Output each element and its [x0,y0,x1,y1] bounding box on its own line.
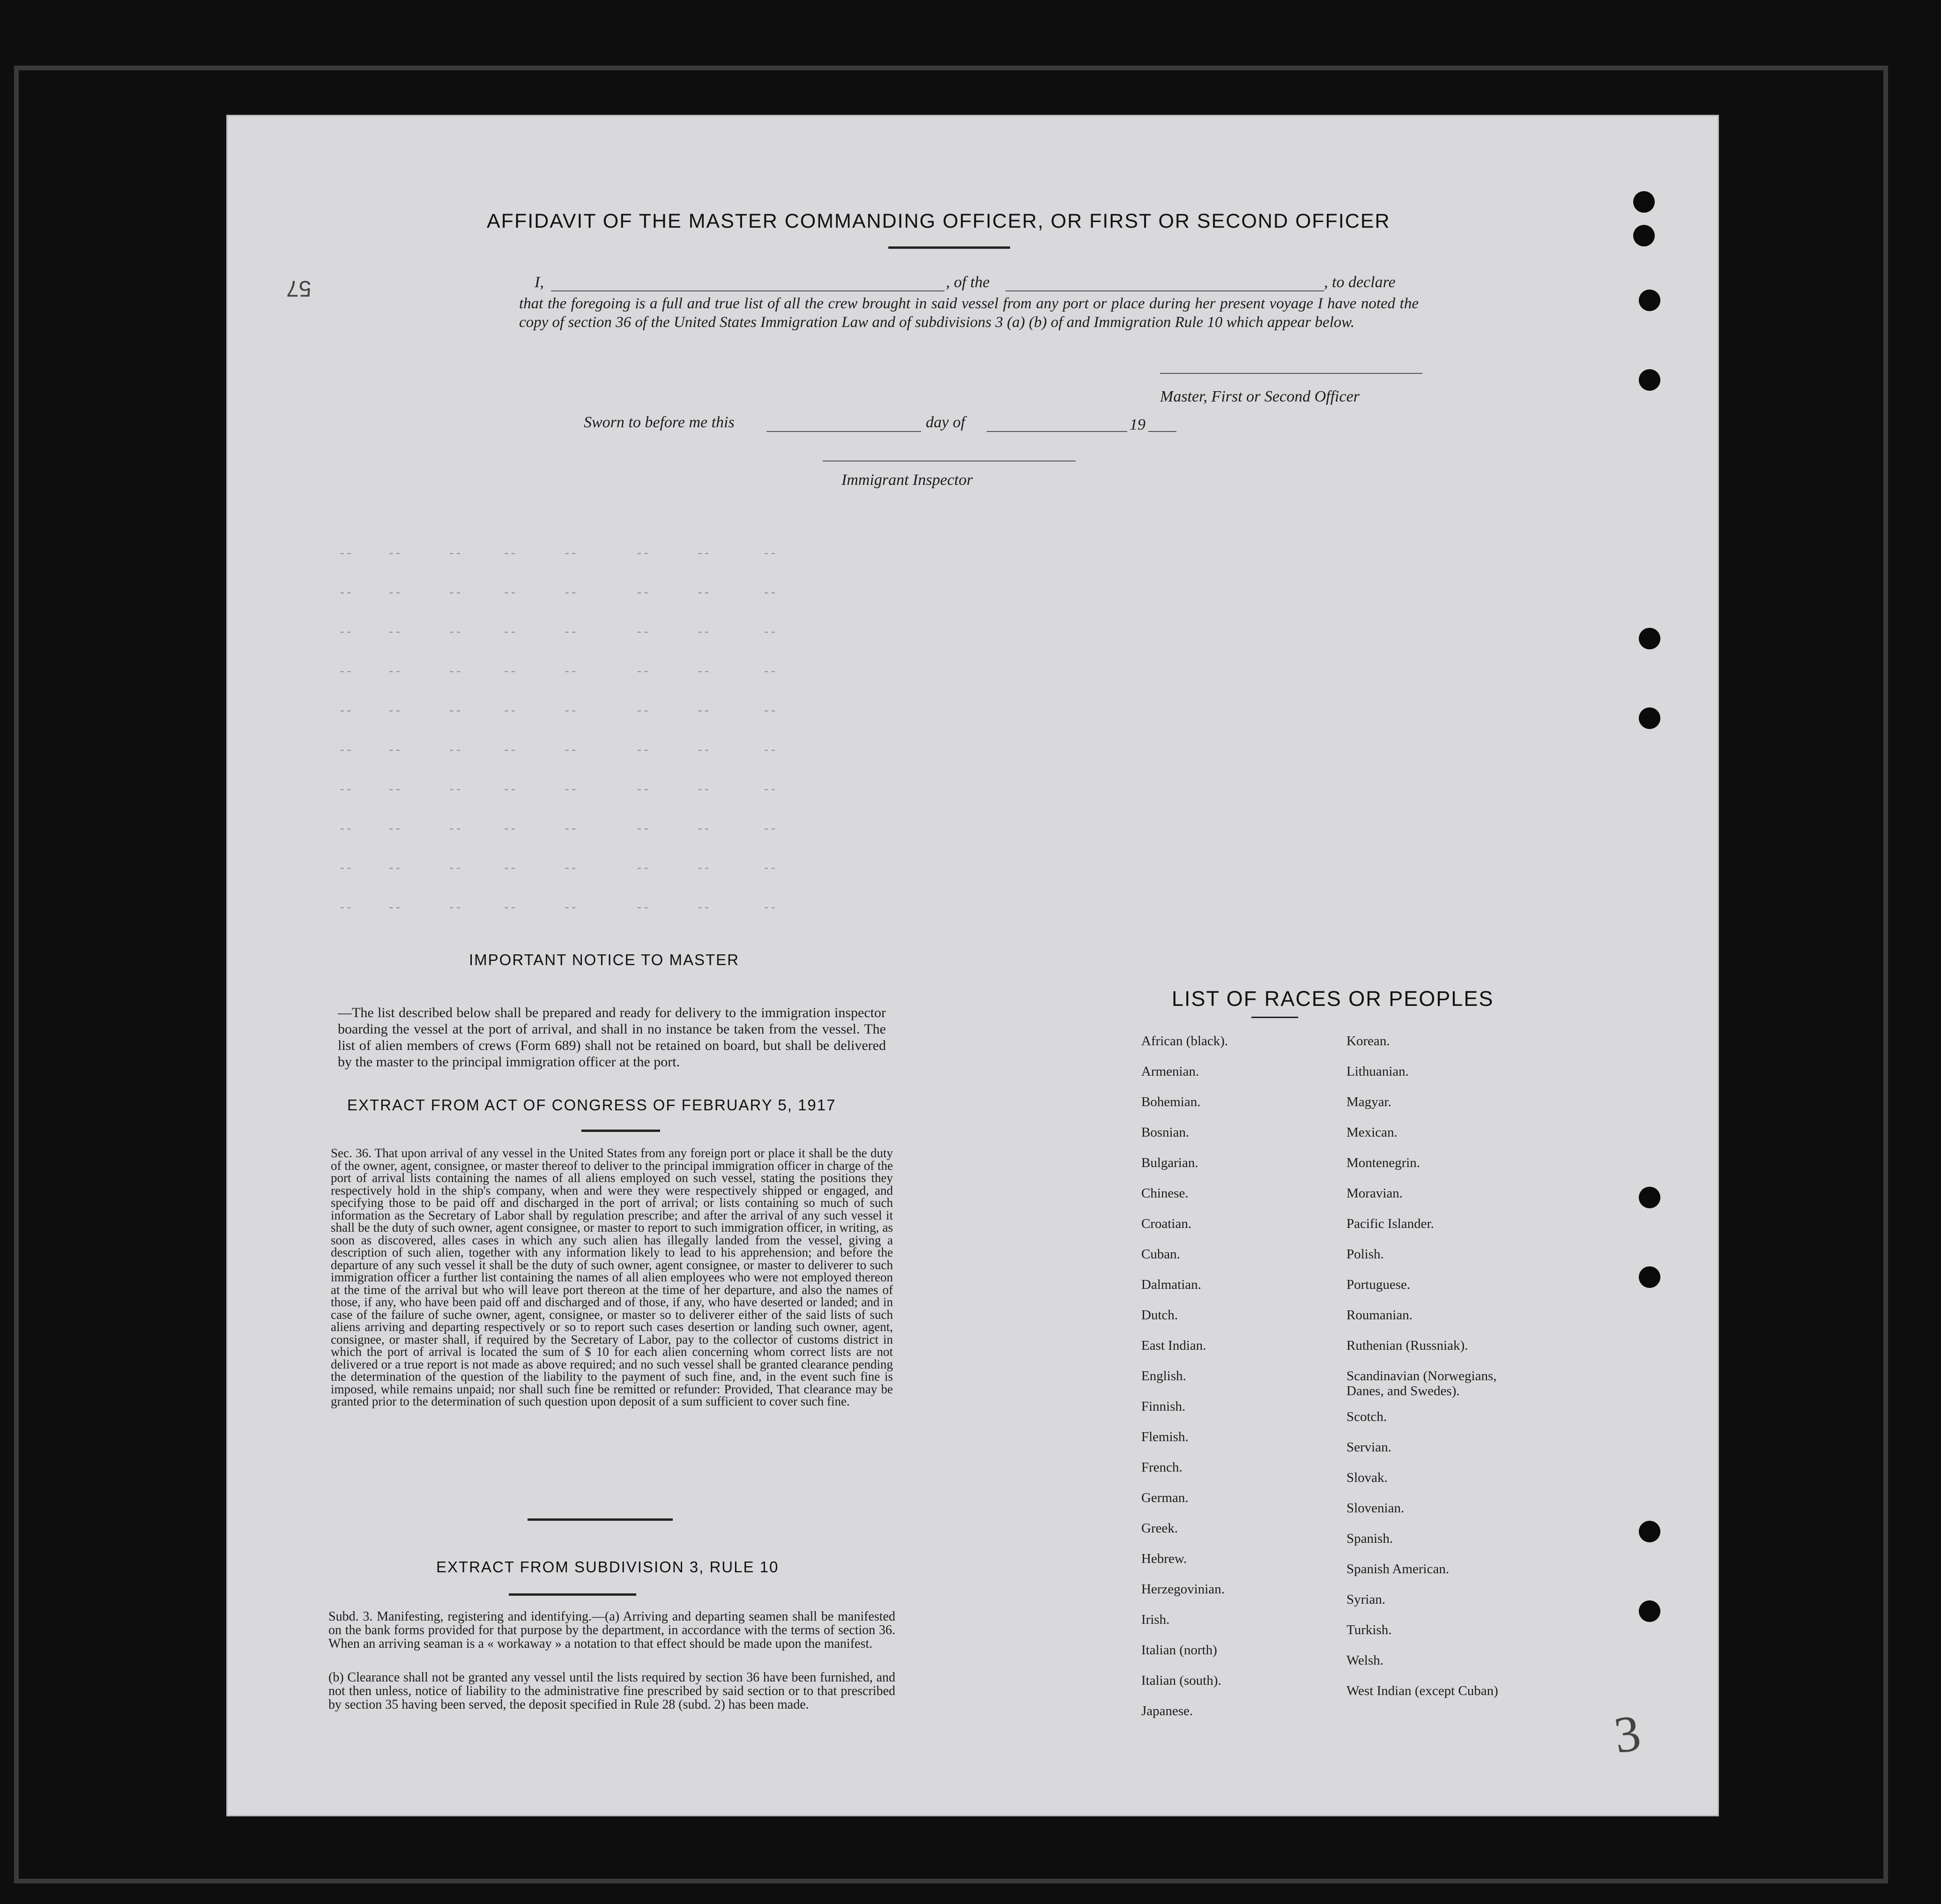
race-item: German. [1141,1490,1189,1505]
punch-hole [1639,707,1660,729]
sworn-text: Sworn to before me this [584,414,735,431]
inspector-caption: Immigrant Inspector [841,471,973,489]
of-the-text: , of the [946,274,990,291]
race-item: Spanish. [1346,1531,1393,1546]
race-item: Mexican. [1346,1125,1398,1140]
race-item: Magyar. [1346,1094,1391,1109]
punch-hole [1639,1266,1660,1288]
document-page [226,115,1719,1816]
race-item: Scandinavian (Norwegians, Danes, and Swedes). [1346,1368,1497,1398]
race-item: Portuguese. [1346,1277,1411,1292]
race-item: Croatian. [1141,1216,1192,1231]
race-item: Bosnian. [1141,1125,1190,1140]
race-item: Bulgarian. [1141,1155,1198,1170]
punch-hole [1639,1521,1660,1542]
race-item: Welsh. [1346,1653,1384,1668]
page-number-handwritten: 3 [1610,1703,1644,1764]
sworn-year-blank [1148,431,1176,432]
race-item: Scotch. [1346,1409,1387,1424]
race-item: Dalmatian. [1141,1277,1202,1292]
race-item: Japanese. [1141,1703,1193,1718]
punch-hole [1639,1600,1660,1622]
race-item: Syrian. [1346,1592,1385,1607]
race-item: East Indian. [1141,1338,1206,1353]
rule-extract-para-a: Subd. 3. Manifesting, registering and identifying.—(a) Arriving and departing seamen shall be manifested on the bank forms provided for that purpose by the department, in accordance with the terms of section 36. When an arriving seaman is a « workaway » a notation to that effect should be made upon the manifest. [328,1609,895,1651]
punch-hole [1639,1187,1660,1208]
race-item: Moravian. [1346,1186,1403,1201]
affidavit-title-rule [888,246,1010,249]
race-item: Chinese. [1141,1186,1189,1201]
declarant-name-blank [551,290,944,291]
rule-extract-para-b: (b) Clearance shall not be granted any vessel until the lists required by section 36 have been furnished, and not then unless, notice of liability to the administrative fine prescribed by said section or to that prescribed by section 35 having been served, the deposit specified in Rule 28 (subd. 2) has been made. [328,1670,895,1712]
master-signature-caption: Master, First or Second Officer [1160,388,1360,405]
race-item: African (black). [1141,1034,1228,1049]
race-item: Cuban. [1141,1247,1180,1262]
race-item: Dutch. [1141,1308,1178,1323]
races-title: LIST OF RACES OR PEOPLES [1172,987,1494,1011]
race-item: Herzegovinian. [1141,1582,1225,1597]
declarant-prefix: I, [535,274,544,291]
rule-section-divider [528,1518,673,1521]
punch-hole [1639,290,1660,311]
race-item: West Indian (except Cuban) [1346,1683,1498,1698]
race-item: Flemish. [1141,1429,1189,1444]
race-item: Ruthenian (Russniak). [1346,1338,1468,1353]
punch-hole [1633,191,1655,213]
rule-extract-rule [509,1593,636,1596]
act-extract-body: Sec. 36. That upon arrival of any vessel in the United States from any foreign port or place it shall be the duty of the owner, agent, consignee, or master thereof to deliver to the principal immigration officer in charge of the port of arrival lists containing the names of all aliens employed on such vessel, stating the positions they respectively hold in the ship's company, when and were they were respectively shipped or engaged, and specifying those to be paid off and discharged in the port of arrival; or lists containing so much of such information as the Secretary of Labor shall by regulation prescribe; and after the arrival of any such vessel it shall be the duty of such owner, agent consignee, or master to report to such immigration officer, in writing, as soon as discovered, alles cases in which any such alien has illegally landed from the vessel, giving a description of such alien, together with any information likely to lead to his apprehension; and before the departure of any such vessel it shall be the duty of such owner, agent consignee, or master to deliverer to such immigration officer a further list containing the names of all alien employees who were not employed thereon at the time of the arrival but who will leave port thereon at the time of her departure, and also the names of those, if any, who have been paid off and discharged and of those, if any, who have deserted or landed; and in case of the failure of suche owner, agent, consignee, or master so to deliverer either of the said lists of such aliens arriving and departing respectively or so to report such cases desertion or landing such owner, agent, consignee, or master shall, if required by the Secretary of Labor, pay to the collector of customs district in which the port of arrival is located the sum of $ 10 for each alien concerning whom correct lists are not delivered or a true report is not made as above required; and no such vessel shall be granted clearance pending the determination of the question of the liability to the payment of such fine, and, in the event such fine is imposed, while remains unpaid; nor shall such fine be remitted or refunder: Provided, That clearance may be granted prior to the determination of such question upon deposit of a sum sufficient to cover such fine. [331,1146,893,1408]
act-extract-rule [581,1130,660,1132]
rule-extract-title: EXTRACT FROM SUBDIVISION 3, RULE 10 [436,1558,779,1576]
vessel-name-blank [1005,290,1324,291]
year-prefix: 19 [1130,416,1145,433]
race-item: Servian. [1346,1440,1391,1455]
race-item: English. [1141,1368,1186,1383]
to-declare-text: , to declare [1324,274,1396,291]
race-item: Spanish American. [1346,1562,1450,1577]
race-item: Italian (south). [1141,1673,1221,1688]
ditto-column-marks: -- -- -- -- -- -- -- -- -- -- -- -- -- -- -- -- -- -- -- -- -- -- -- -- -- -- -- -- -- -- -- -- -- -- -- -- -- -- -- -- -- -- -- -- -- -- -- -- -- -- -- -- -- -- -- -- -- -- -- -- -- -- -- -- -- -- -- -- -- -- -- -- -- -- -- -- -- -- -- -- [340,546,778,914]
affidavit-body: that the foregoing is a full and true list of all the crew brought in said vessel from any port or place during her present voyage I have noted the copy of section 36 of the United States Immigration Law and of subdivisions 3 (a) (b) of and Immigration Rule 10 which appear below. [519,295,1419,331]
sworn-month-blank [987,431,1127,432]
race-item: Roumanian. [1346,1308,1413,1323]
race-item: Italian (north) [1141,1643,1217,1658]
race-item: French. [1141,1460,1182,1475]
sworn-day-blank [766,431,921,432]
margin-scribble: 57 [286,276,312,301]
race-item: Pacific Islander. [1346,1216,1434,1231]
act-extract-title: EXTRACT FROM ACT OF CONGRESS OF FEBRUARY 5, 1917 [347,1096,836,1114]
race-item: Slovenian. [1346,1501,1405,1516]
race-item: Irish. [1141,1612,1170,1627]
race-item: Hebrew. [1141,1551,1187,1566]
affidavit-title: AFFIDAVIT OF THE MASTER COMMANDING OFFICER, OR FIRST OR SECOND OFFICER [487,210,1391,232]
races-title-rule [1251,1017,1298,1018]
race-item: Lithuanian. [1346,1064,1409,1079]
race-item: Greek. [1141,1521,1178,1536]
race-item: Bohemian. [1141,1094,1201,1109]
race-item: Armenian. [1141,1064,1199,1079]
race-item: Montenegrin. [1346,1155,1420,1170]
notice-title: IMPORTANT NOTICE TO MASTER [469,951,740,968]
day-of-text: day of [926,414,966,431]
notice-body: —The list described below shall be prepared and ready for delivery to the immigration inspector boarding the vessel at the port of arrival, and shall in no instance be taken from the vessel. The list of alien members of crews (Form 689) shall not be retained on board, but shall be delivered by the master to the principal immigration officer at the port. [338,1005,886,1070]
punch-hole [1639,369,1660,391]
punch-hole [1639,628,1660,649]
race-item: Slovak. [1346,1470,1388,1485]
master-signature-blank [1160,373,1422,374]
punch-hole [1633,225,1655,246]
race-item: Finnish. [1141,1399,1186,1414]
race-item: Turkish. [1346,1622,1392,1637]
race-item: Korean. [1346,1034,1390,1049]
race-item: Polish. [1346,1247,1384,1262]
